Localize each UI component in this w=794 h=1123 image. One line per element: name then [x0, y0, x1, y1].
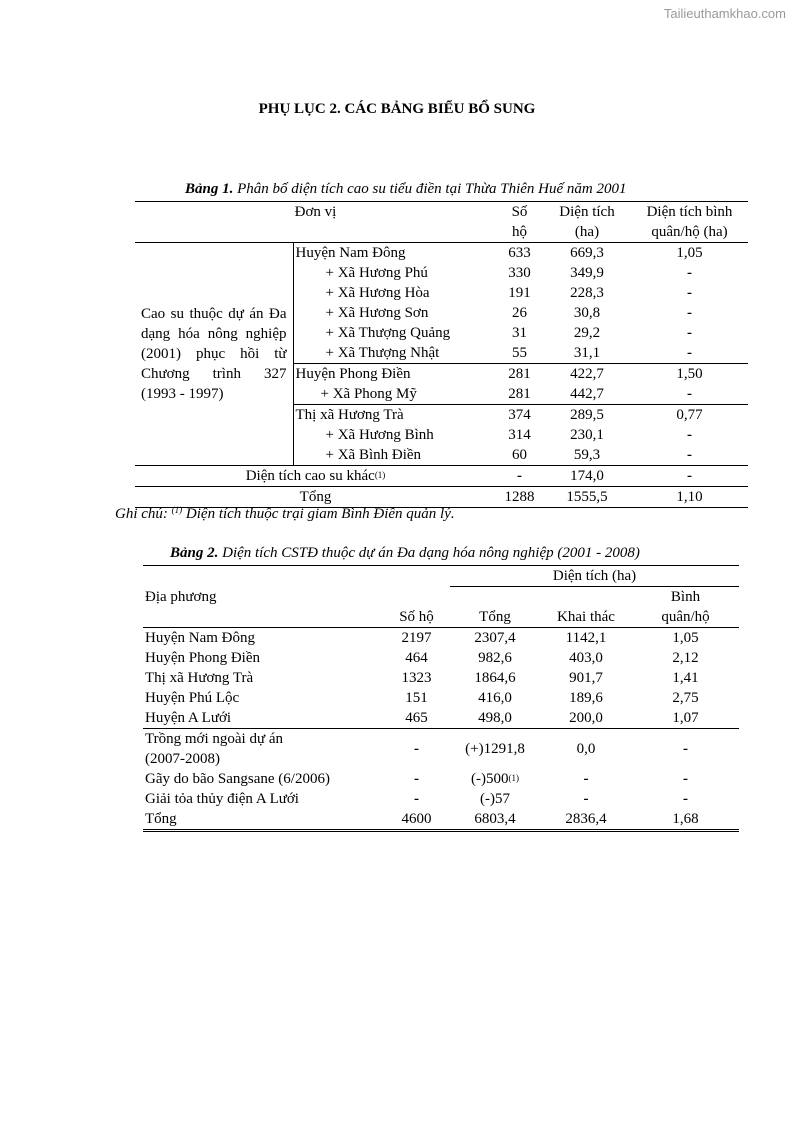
table-row [143, 648, 739, 668]
table2-header-tapped: Khai thác [540, 607, 632, 628]
table2-hydro-total: (-)57 [480, 791, 510, 807]
table2-storm-avg: - [683, 771, 689, 787]
table1-header-row [135, 202, 748, 223]
table1-other-avg: - [631, 466, 748, 487]
table1-row-households: 281 [508, 386, 531, 402]
table2-row-avg: 1,41 [672, 670, 699, 686]
table2-header-locality: Địa phương [145, 588, 217, 605]
page-title: PHỤ LỤC 2. CÁC BẢNG BIỂU BỔ SUNG [258, 101, 536, 117]
table1-row-households: 26 [512, 305, 527, 321]
table2-row-households: 151 [405, 690, 428, 706]
table2-row-tapped: 189,6 [569, 690, 603, 706]
table2-row-avg: 1,05 [672, 630, 699, 646]
table1 [135, 201, 748, 508]
table-row [135, 243, 748, 264]
table1-row-area: 422,7 [543, 364, 631, 385]
table1-row-area: 228,3 [570, 285, 604, 301]
table1-header-area-2: (ha) [574, 224, 600, 240]
watermark: Tailieuthamkhao.com [663, 6, 786, 21]
table2-row-households: 465 [405, 710, 428, 726]
table1-row-avg: - [687, 386, 692, 402]
table1-other-name: Diện tích cao su khác$^{(1)}$ [135, 466, 496, 487]
table1-row-area: 59,3 [573, 447, 601, 463]
table1-row-name: Thị xã Hương Trà [293, 405, 496, 426]
table2-row-households: 464 [405, 650, 428, 666]
table1-row-avg: - [687, 427, 692, 443]
table2-new-planting-tapped: 0,0 [540, 729, 632, 770]
table2-row-total: 498,0 [478, 710, 512, 726]
table2-caption-label: Bảng 2. [170, 545, 219, 561]
footnote-marker: (1) [171, 505, 183, 515]
table2-header-households: Số hộ [383, 607, 450, 628]
table2-new-planting-avg: - [632, 729, 739, 770]
table1-row-households: 60 [512, 447, 527, 463]
table2-row-households: 2197 [401, 630, 432, 646]
table2-caption-text: Diện tích CSTĐ thuộc dự án Đa dạng hóa nông nghiệp (2001 - 2008) [218, 545, 640, 561]
table2-total-tapped: 2836,4 [540, 809, 632, 831]
table2-row-total: 1864,6 [474, 670, 516, 686]
table1-header-avg: Diện tích bình [631, 202, 748, 223]
table1-row-households: 374 [496, 405, 543, 426]
table2-new-planting-total: (+)1291,8 [450, 729, 540, 770]
table1-total-area: 1555,5 [543, 487, 631, 508]
table2-row-name: Thị xã Hương Trà [145, 670, 254, 686]
table2-new-planting-households: - [383, 729, 450, 770]
table1-row-name: + Xã Phong Mỹ [293, 384, 496, 405]
table2-row-total: 2307,4 [474, 630, 516, 646]
table2-header-avg-2: quân/hộ [632, 607, 739, 628]
table1-row-name: Huyện Phong Điền [293, 364, 496, 385]
table-row [143, 688, 739, 708]
table1-header-avg-2: quân/hộ (ha) [651, 224, 728, 240]
table1-row-area: 669,3 [543, 243, 631, 264]
table1-header-row-2 [135, 222, 748, 243]
table1-row-avg: 1,05 [631, 243, 748, 264]
table1-header-area: Diện tích [543, 202, 631, 223]
table1-header-unit: Đơn vị [135, 202, 496, 223]
table2-total-row [143, 809, 739, 831]
table1-row-name: + Xã Thượng Nhật [293, 343, 496, 364]
table1-row-name: + Xã Hương Hòa [293, 283, 496, 303]
table1-caption-label: Bảng 1. [185, 181, 234, 197]
table1-caption-text: Phân bố diện tích cao su tiểu điền tại Thừa Thiên Huế năm 2001 [233, 181, 627, 197]
table1-header-households-2: hộ [512, 224, 527, 240]
table1-row-households: 330 [508, 265, 531, 281]
table1-row-avg: - [687, 305, 692, 321]
table2-row-tapped: 901,7 [569, 670, 603, 686]
table2-storm-total: (-)500$^{(1)}$ [471, 771, 519, 787]
table2-hydro-avg: - [683, 791, 689, 807]
table2-hydro-row [143, 789, 739, 809]
table2-new-planting-row [143, 729, 739, 770]
table2-total-households: 4600 [383, 809, 450, 831]
table2-storm-households: - [414, 771, 419, 787]
table1-row-households: 314 [508, 427, 531, 443]
table2-new-planting-name: Trồng mới ngoài dự án (2007-2008) [143, 729, 383, 770]
table1-row-area: 442,7 [570, 386, 604, 402]
table2-total-avg: 1,68 [632, 809, 739, 831]
table1-row-avg: - [687, 325, 692, 341]
table-row [143, 708, 739, 729]
table2-hydro-name: Giải tỏa thủy điện A Lưới [145, 791, 299, 807]
table2-row-tapped: 1142,1 [565, 630, 607, 646]
table1-note: Ghi chú: $^{(1)}$ Diện tích thuộc trại giam Bình Điền quản lý. [115, 505, 455, 522]
table2-header-avg: Bình [670, 589, 701, 605]
table2-header-row [143, 566, 739, 587]
table1-total-households: 1288 [496, 487, 543, 508]
table2-row-tapped: 403,0 [569, 650, 603, 666]
table2-header-area-group: Diện tích (ha) [450, 566, 739, 587]
table1-row-avg: - [687, 285, 692, 301]
table1-other-row [135, 466, 748, 487]
table1-other-households: - [496, 466, 543, 487]
footnote-marker: (1) [374, 470, 386, 480]
table2-row-name: Huyện A Lưới [145, 710, 232, 726]
table1-row-avg: 0,77 [631, 405, 748, 426]
table2-total-name: Tổng [143, 809, 383, 831]
table2-hydro-households: - [414, 791, 419, 807]
table1-row-area: 29,2 [573, 325, 601, 341]
table1-row-avg: 1,50 [631, 364, 748, 385]
table2-storm-tapped: - [583, 771, 589, 787]
table1-other-area: 174,0 [543, 466, 631, 487]
table1-row-households: 191 [508, 285, 531, 301]
table1-row-avg: - [687, 447, 692, 463]
table1-row-area: 30,8 [573, 305, 601, 321]
table1-row-households: 633 [496, 243, 543, 264]
table1-row-households: 31 [512, 325, 527, 341]
table2-hydro-tapped: - [583, 791, 589, 807]
table1-group-label: Cao su thuộc dự án Đa dạng hóa nông nghiệp (2001) phục hồi từ Chương trình 327 (1993 - 1997) [135, 243, 293, 466]
table2-row-name: Huyện Nam Đông [145, 630, 255, 646]
table1-row-area: 31,1 [573, 345, 601, 361]
footnote-marker: (1) [508, 773, 519, 783]
table1-header-households: Số [496, 202, 543, 223]
table-row [143, 668, 739, 688]
table-row [143, 628, 739, 649]
table2-row-tapped: 200,0 [569, 710, 603, 726]
table1-row-area: 349,9 [570, 265, 604, 281]
table1-row-area: 289,5 [543, 405, 631, 426]
table1-caption [185, 181, 627, 198]
table2-row-avg: 1,07 [672, 710, 699, 726]
table2-caption [170, 545, 640, 562]
table1-row-name: + Xã Hương Bình [293, 425, 496, 445]
table2-row-total: 982,6 [478, 650, 512, 666]
table2-storm-name: Gãy do bão Sangsane (6/2006) [145, 771, 330, 787]
table1-row-area: 230,1 [570, 427, 604, 443]
table1-row-avg: - [687, 345, 692, 361]
table1-row-name: + Xã Hương Phú [293, 263, 496, 283]
table2-row-avg: 2,12 [672, 650, 699, 666]
table2-row-households: 1323 [401, 670, 432, 686]
table2-storm-row [143, 769, 739, 789]
table2-row-name: Huyện Phong Điền [145, 650, 260, 666]
table2-header-total: Tổng [450, 607, 540, 628]
table1-row-households: 55 [512, 345, 527, 361]
table1-row-name: + Xã Bình Điền [293, 445, 496, 466]
table1-row-name: + Xã Hương Sơn [293, 303, 496, 323]
table2-total-total: 6803,4 [450, 809, 540, 831]
table2-row-name: Huyện Phú Lộc [145, 690, 240, 706]
table1-row-name: Huyện Nam Đông [293, 243, 496, 264]
table1-total-avg: 1,10 [631, 487, 748, 508]
table1-row-name: + Xã Thượng Quảng [293, 323, 496, 343]
table2 [143, 565, 739, 832]
table2-header-row-3 [143, 607, 739, 628]
table1-row-avg: - [687, 265, 692, 281]
table1-total-name: Tổng [135, 487, 496, 508]
table1-row-households: 281 [496, 364, 543, 385]
table2-header-row-2 [143, 587, 739, 608]
table1-total-row [135, 487, 748, 508]
table2-row-total: 416,0 [478, 690, 512, 706]
table2-row-avg: 2,75 [672, 690, 699, 706]
